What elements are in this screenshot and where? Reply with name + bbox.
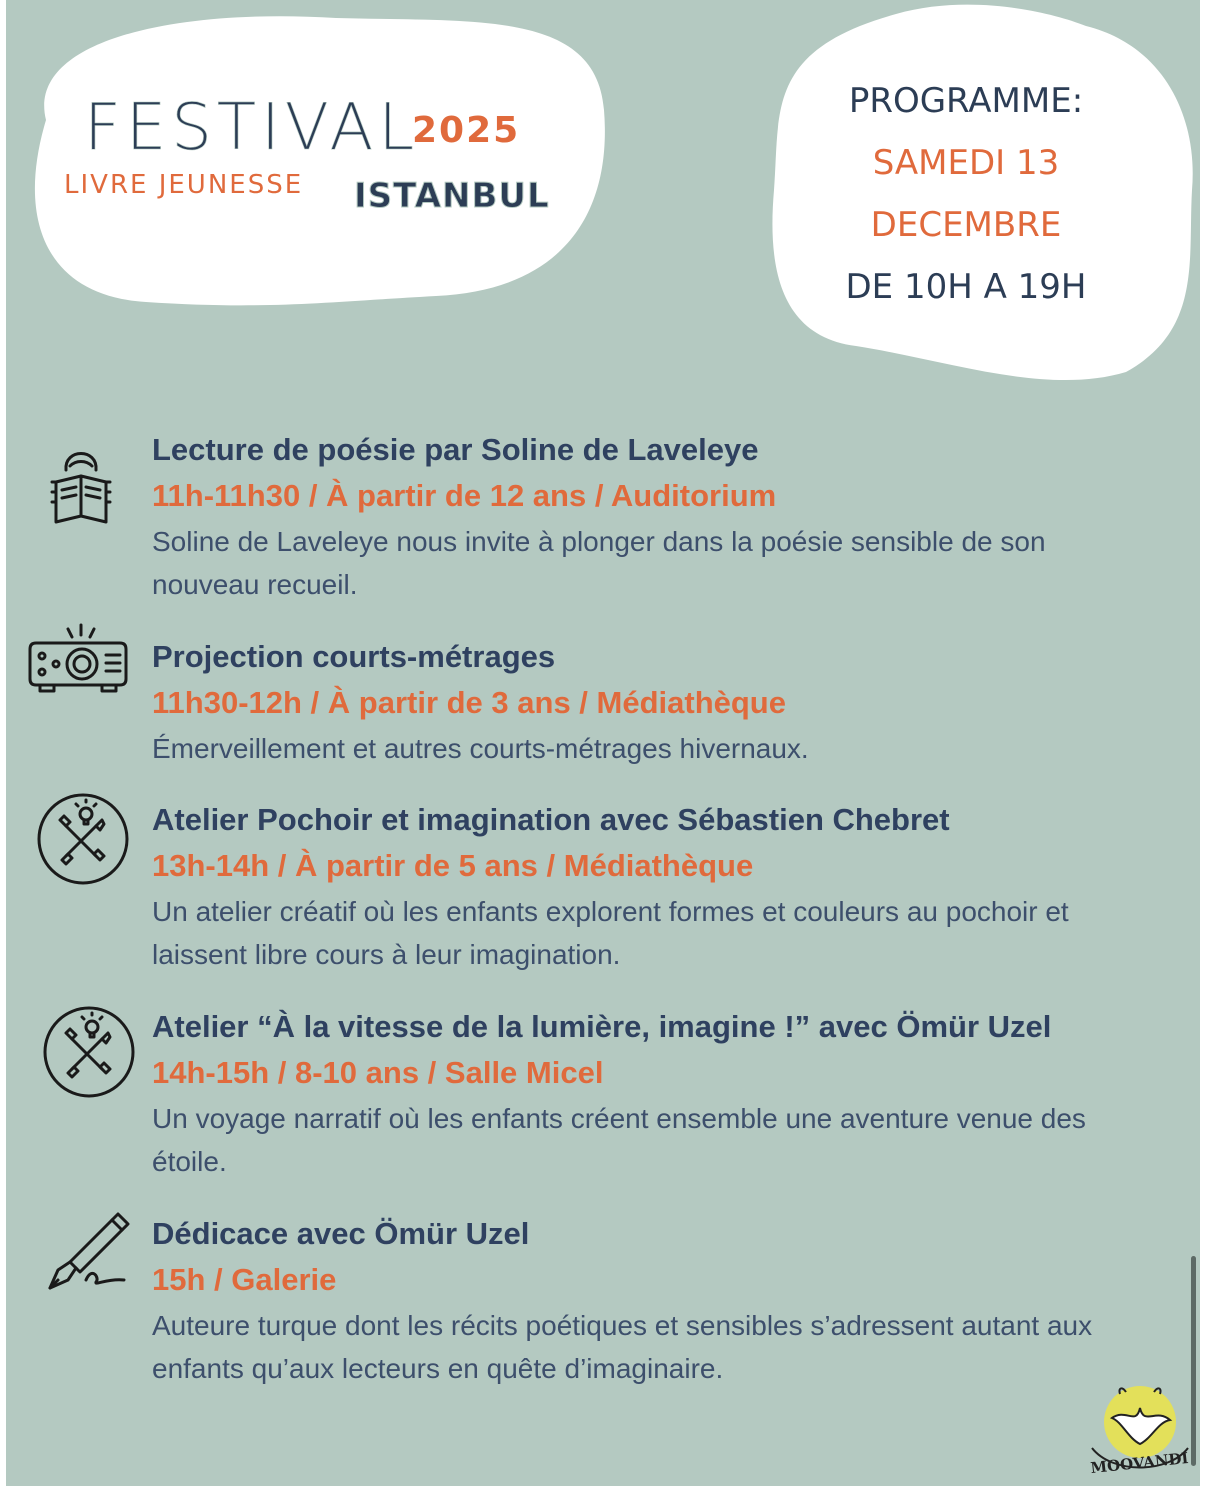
festival-title [64,91,598,226]
programme-label: PROGRAMME: [848,81,1084,121]
festival-word: FESTIVAL [84,91,419,165]
programme-hours: DE 10H A 19H [845,267,1087,307]
fountain-pen-icon [36,1208,146,1318]
programme-month: DECEMBRE [870,205,1062,245]
workshop-icon [34,997,144,1107]
festival-subtitle: LIVRE JEUNESSE [64,170,304,200]
programme-box [786,70,1146,318]
event-title: Projection courts-métrages [152,639,556,674]
event-description: Un voyage narratif où les enfants créent ensemble une aventure venue des étoile. [152,1103,1086,1177]
event-description: Auteure turque dont les récits poétiques et sensibles s’adressent autant aux enfants qu’aux lecteurs en quête d’imaginaire. [152,1310,1093,1384]
event-description: Émerveillement et autres courts-métrages hivernaux. [152,733,809,764]
event-meta: 11h30-12h / À partir de 3 ans / Médiathèque [152,685,786,720]
event-meta: 15h / Galerie [152,1262,337,1297]
moovandi-logo [1082,1378,1198,1482]
event-title: Dédicace avec Ömür Uzel [152,1216,530,1251]
poster [6,0,1200,1486]
svg-text:MOOVANDI: MOOVANDI [1089,1448,1190,1478]
programme-day: SAMEDI 13 [872,143,1060,183]
event-meta: 13h-14h / À partir de 5 ans / Médiathèque [152,848,754,883]
event-title: Atelier “À la vitesse de la lumière, imagine !” avec Ömür Uzel [152,1009,1052,1044]
scrollbar[interactable] [1191,1256,1196,1466]
projector-icon [24,615,134,725]
event-meta: 11h-11h30 / À partir de 12 ans / Auditorium [152,478,777,513]
event-meta: 14h-15h / 8-10 ans / Salle Micel [152,1055,604,1090]
festival-city: ISTANBUL [354,176,550,216]
workshop-icon [28,784,138,894]
reading-icon [26,430,136,540]
event-title: Atelier Pochoir et imagination avec Sébastien Chebret [152,802,950,837]
event-description: Soline de Laveleye nous invite à plonger dans la poésie sensible de son nouveau recueil. [152,526,1046,600]
festival-year: 2025 [412,110,521,151]
event-description: Un atelier créatif où les enfants explorent formes et couleurs au pochoir et laissent libre cours à leur imagination. [152,896,1069,970]
event-title: Lecture de poésie par Soline de Laveleye [152,432,759,467]
